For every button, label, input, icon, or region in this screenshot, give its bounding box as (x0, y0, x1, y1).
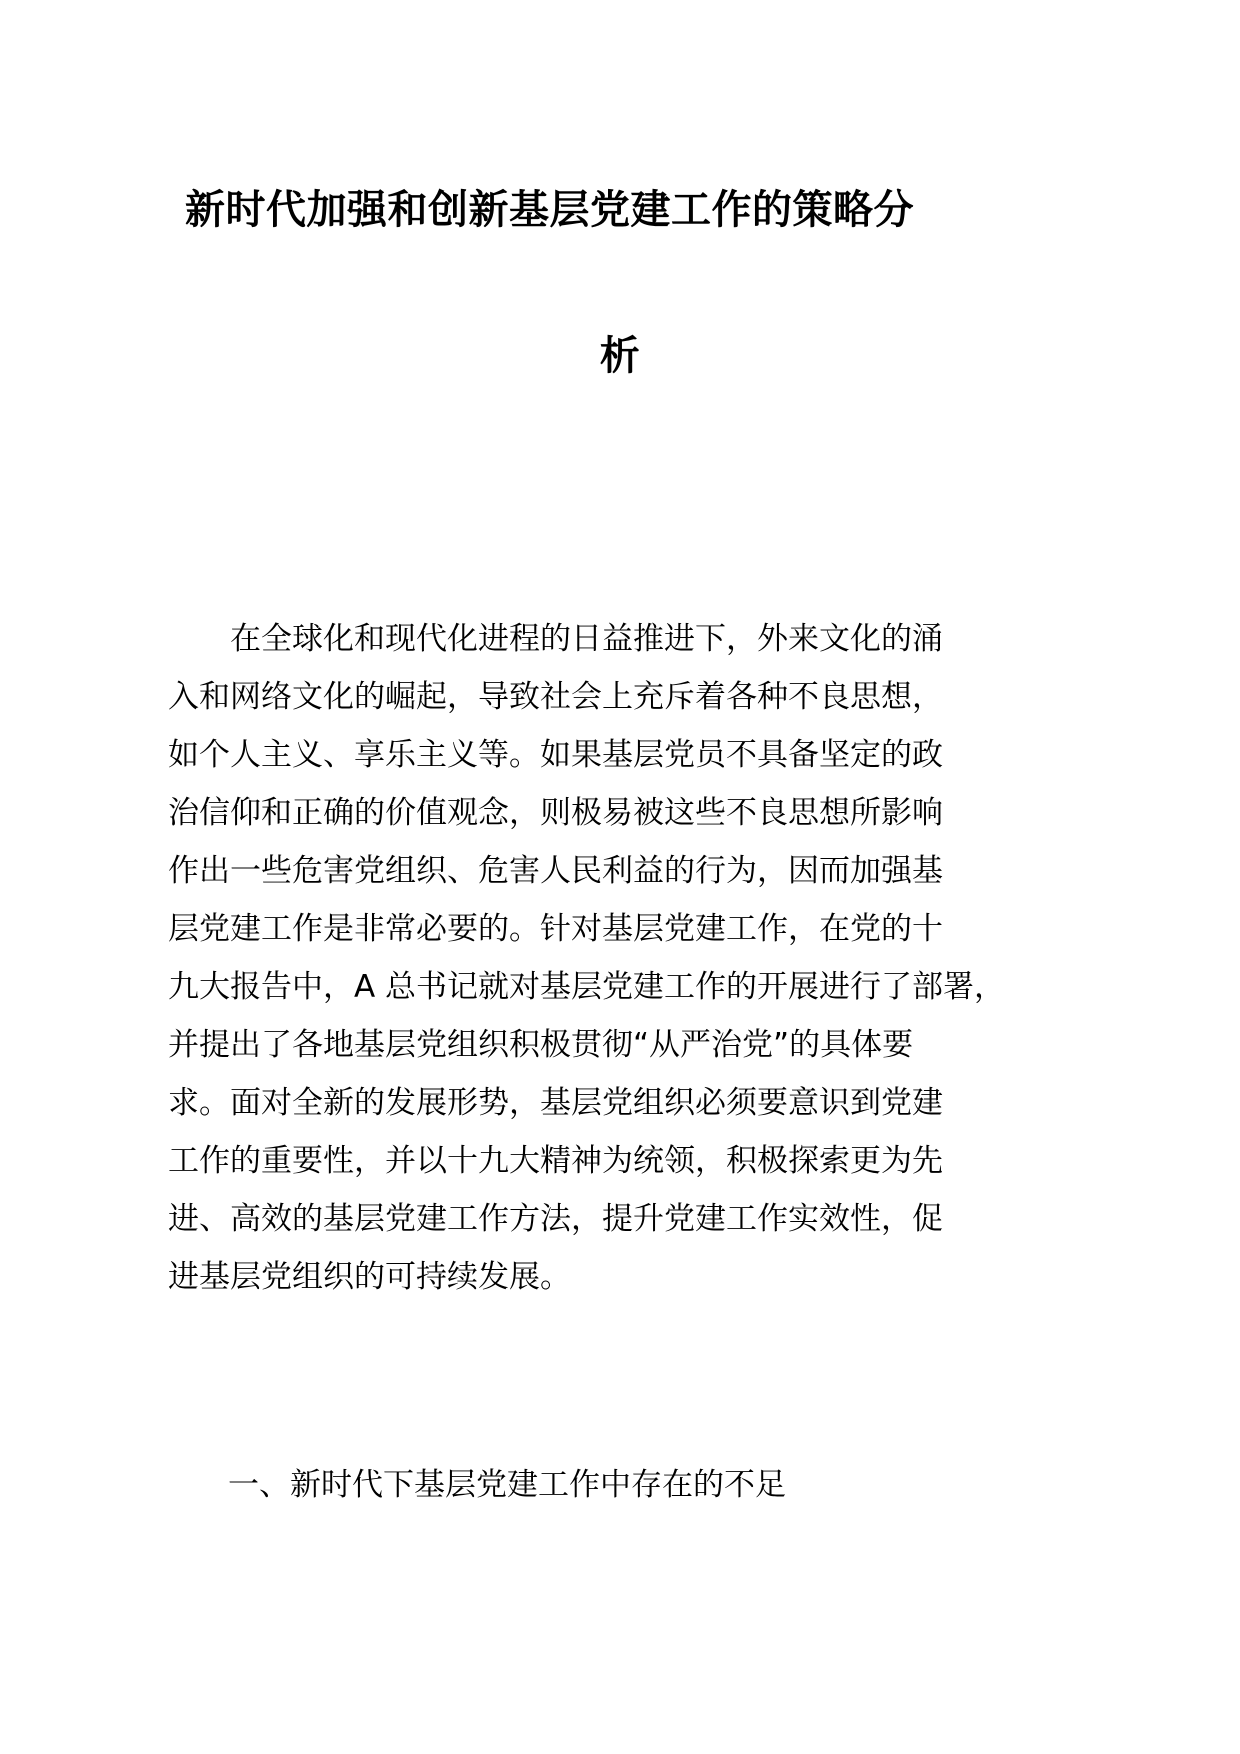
paragraph-line: 工作的重要性，并以十九大精神为统领，积极探索更为先 (168, 1143, 943, 1179)
intro-paragraph (168, 610, 1098, 1306)
paragraph-line: 如个人主义、享乐主义等。如果基层党员不具备坚定的政 (168, 737, 943, 773)
paragraph-line: 并提出了各地基层党组织积极贯彻“从严治党”的具体要 (168, 1027, 914, 1063)
paragraph-line: 层党建工作是非常必要的。针对基层党建工作，在党的十 (168, 911, 943, 947)
paragraph-line: 在全球化和现代化进程的日益推进下，外来文化的涌 (230, 621, 943, 657)
paragraph-line: 进基层党组织的可持续发展。 (168, 1259, 571, 1295)
section-heading-1: 一、新时代下基层党建工作中存在的不足 (228, 1467, 786, 1503)
paragraph-line: 治信仰和正确的价值观念，则极易被这些不良思想所影响 (168, 795, 943, 831)
paragraph-line: 九大报告中，A 总书记就对基层党建工作的开展进行了部署， (168, 969, 1006, 1005)
paragraph-line: 进、高效的基层党建工作方法，提升党建工作实效性，促 (168, 1201, 943, 1237)
paragraph-line: 入和网络文化的崛起，导致社会上充斥着各种不良思想， (168, 679, 943, 715)
document-title-line-2: 析 (599, 333, 641, 379)
paragraph-line: 作出一些危害党组织、危害人民利益的行为，因而加强基 (168, 853, 943, 889)
paragraph-line: 求。面对全新的发展形势，基层党组织必须要意识到党建 (168, 1085, 943, 1121)
document-title-line-1: 新时代加强和创新基层党建工作的策略分 (185, 187, 914, 233)
